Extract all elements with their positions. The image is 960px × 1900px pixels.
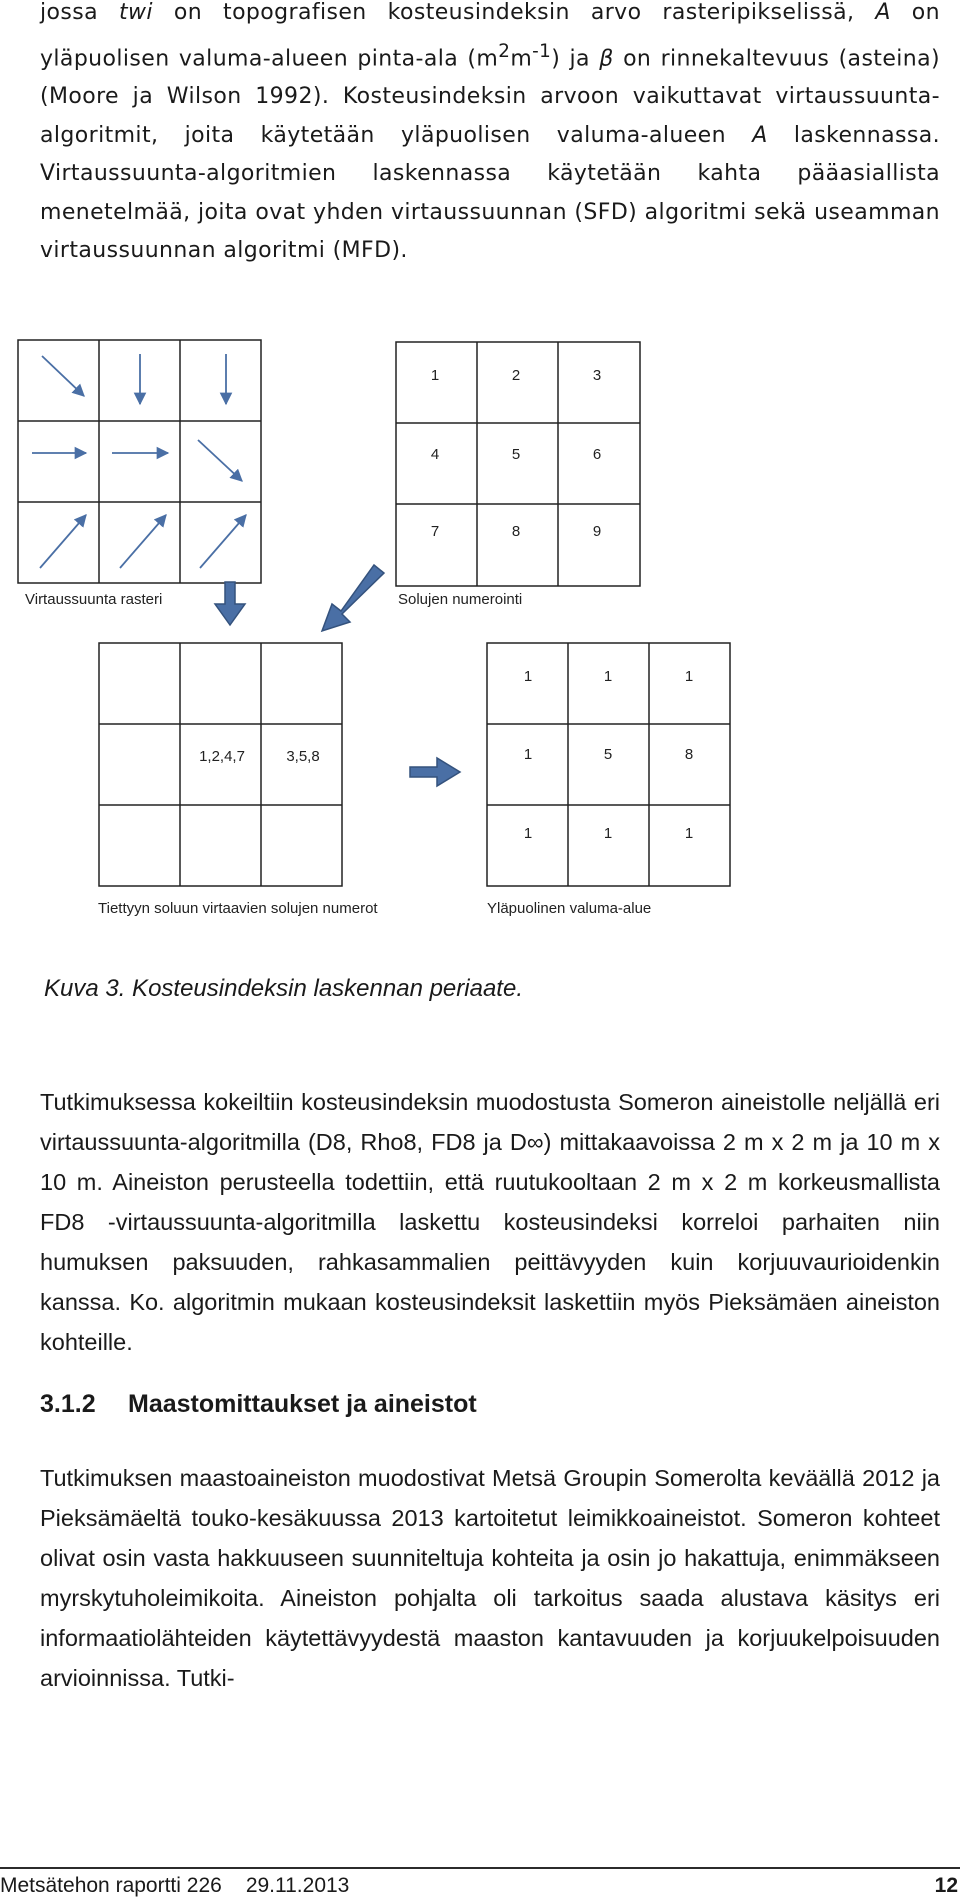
upslope-cell: 1 [523,668,533,685]
upslope-cell: 1 [684,668,694,685]
text: on topografisen kosteusindeksin arvo rasteripikselissä, [152,0,876,25]
upslope-cell: 1 [523,746,533,763]
a-symbol: A [875,0,891,25]
report-date: 29.11.2013 [245,1874,350,1897]
upslope-cell: 5 [603,746,613,763]
text: m [510,45,533,71]
text: jossa [40,0,119,25]
process-arrow-diagonal-icon [322,565,384,631]
section-heading [40,1390,477,1419]
section-number: 3.1.2 [40,1390,96,1418]
cell-number: 2 [511,367,521,384]
page-number: 12 [934,1874,958,1897]
cell-number: 1 [430,367,440,384]
report-name: Metsätehon raportti 226 [0,1874,222,1897]
contributing-values [199,748,320,765]
upslope-values [524,668,693,842]
upslope-cell: 1 [603,825,613,842]
contributing-cell: 3,5,8 [286,748,320,765]
footer-left [0,1874,349,1898]
paragraph-3: Tutkimuksen maastoaineiston muodostivat Metsä Groupin Somerolta keväällä 2012 ja Pieksämäeltä touko-kesäkuussa 2013 kartoitetut leimikkoaineistot. Someron kohteet olivat osin vasta hakkuuseen suunniteltuja kohteita ja osin jo hakattuja, enimmäkseen myrskytuholeimikoita. Aineiston pohjalta oli tarkoitus saada alustava käsitys eri informaatiolähteiden käytettävyydestä maaston kantavuuden ja korjuukelpoisuuden arvioinnissa. Tutki- [40,1465,940,1691]
text: laskennassa. Virtaussuunta-algoritmien laskennassa käytetään kahta pääasiallista menetelmää, joita ovat yhden virtaussuunnan (SFD) algoritmi sekä useamman virtaussuunnan algoritmi (MFD). [40,122,940,264]
cell-number: 4 [430,446,440,463]
text: on yläpuolisen valuma-alueen pinta-ala (m [40,0,940,71]
contributing-cell: 1,2,4,7 [199,748,245,765]
arrow-northeast-icon [40,515,86,568]
contributing-cells-label: Tiettyyn soluun virtaavien solujen numerot [98,900,378,917]
upslope-cell: 1 [523,825,533,842]
arrow-southeast-icon [42,356,84,396]
text: on rinnekaltevuus (asteina) (Moore ja Wilson 1992). Kosteusindeksin arvoon vaikuttavat virtaussuunta-algoritmit, joita käytetään yläpuolisen valuma-alueen [40,45,940,148]
a-symbol: A [752,122,768,148]
text: ) ja [551,45,600,71]
process-arrow-down-icon [215,582,245,625]
paragraph-2: Tutkimuksessa kokeiltiin kosteusindeksin muodostusta Someron aineistolle neljällä eri virtaussuunta-algoritmilla (D8, Rho8, FD8 ja D∞) mittakaavoissa 2 m x 2 m ja 10 m x 10 m. Aineiston perusteella todettiin, että ruutukooltaan 2 m x 2 m korkeusmallista FD8 -virtaussuunta-algoritmilla laskettu kosteusindeksi korreloi parhaiten niin humuksen paksuuden, rahkasammalien peittävyyden kuin korjuuvaurioidenkin kanssa. Ko. algoritmin mukaan kosteusindeksit laskettiin myös Pieksämäen aineiston kohteille. [40,1089,940,1355]
cell-number: 3 [592,367,602,384]
cell-number: 7 [430,523,440,540]
arrow-southeast-icon [198,440,242,481]
numbering-values [431,367,601,540]
arrow-northeast-icon [200,515,246,568]
upslope-area-label: Yläpuolinen valuma-alue [487,900,652,917]
figure-caption: Kuva 3. Kosteusindeksin laskennan periaate. [44,975,523,1002]
upslope-cell: 1 [684,825,694,842]
upslope-cell: 8 [684,746,694,763]
cell-number: 8 [511,523,521,540]
process-arrow-right-icon [410,758,460,786]
flow-raster-label: Virtaussuunta rasteri [25,591,163,608]
arrow-northeast-icon [120,515,166,568]
twi-symbol: twi [118,0,153,25]
beta-symbol: β [599,45,614,71]
cell-number: 9 [592,523,602,540]
flow-arrows [32,354,246,568]
footer-divider [0,1867,960,1869]
superscript: -1 [532,40,552,62]
cell-numbering-label: Solujen numerointi [398,591,523,608]
upslope-cell: 1 [603,668,613,685]
superscript: 2 [498,40,511,62]
section-title: Maastomittaukset ja aineistot [128,1390,477,1418]
cell-number: 5 [511,446,521,463]
cell-number: 6 [592,446,602,463]
